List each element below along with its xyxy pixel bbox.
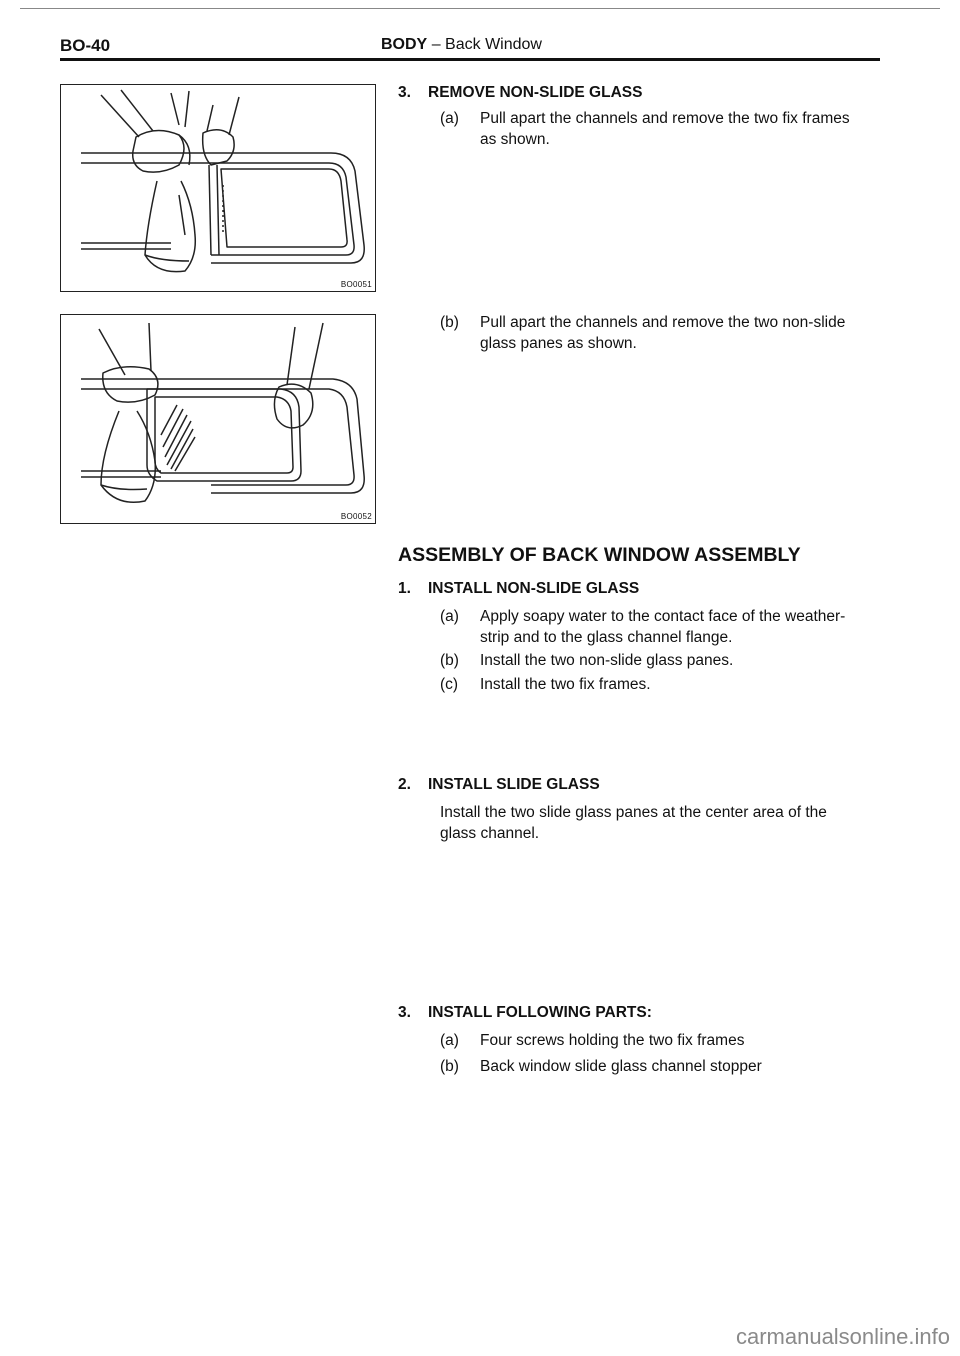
substep-label: (b) (440, 314, 459, 331)
substep-line: Pull apart the channels and remove the two non-slide (480, 314, 846, 331)
step-title-install-non-slide: INSTALL NON-SLIDE GLASS (428, 580, 640, 597)
step-number-install-slide: 2. (398, 776, 411, 793)
header-subsection: Back Window (445, 36, 542, 53)
illustration-non-slide-glass (61, 315, 375, 523)
figure-code: BO0051 (340, 280, 372, 289)
substep-line: strip and to the glass channel flange. (480, 629, 733, 646)
substep-label: (a) (440, 608, 459, 625)
substep-text: Install the two fix frames. (480, 676, 651, 693)
page-code: BO-40 (60, 36, 111, 55)
substep-line: Pull apart the channels and remove the two fix frames (480, 110, 850, 127)
substep-text (480, 606, 900, 648)
figure-code: BO0052 (340, 512, 372, 521)
step-title-remove: REMOVE NON-SLIDE GLASS (428, 84, 643, 101)
illustration-fix-frames (61, 85, 375, 291)
paragraph-line: glass channel. (440, 825, 540, 842)
substep-text (480, 108, 900, 150)
substep-line: as shown. (480, 131, 550, 148)
substep-text: Install the two non-slide glass panes. (480, 652, 734, 669)
step-number-remove: 3. (398, 84, 411, 101)
top-rule (20, 8, 940, 9)
header-rule (60, 58, 880, 61)
page-header-title (381, 36, 542, 54)
figure-remove-fix-frames (60, 84, 376, 292)
substep-text: Four screws holding the two fix frames (480, 1032, 745, 1049)
figure-remove-non-slide-glass (60, 314, 376, 524)
substep-line: Apply soapy water to the contact face of the weather- (480, 608, 846, 625)
substep-label: (c) (440, 676, 459, 693)
step-number-install-parts: 3. (398, 1004, 411, 1021)
watermark: carmanualsonline.info (735, 1324, 950, 1349)
substep-text (480, 312, 900, 354)
substep-label: (b) (440, 1058, 459, 1075)
step-number-install-non-slide: 1. (398, 580, 411, 597)
substep-label: (a) (440, 110, 459, 127)
step-title-install-parts: INSTALL FOLLOWING PARTS: (428, 1004, 652, 1021)
substep-text: Back window slide glass channel stopper (480, 1058, 762, 1075)
substep-label: (a) (440, 1032, 459, 1049)
section-heading: ASSEMBLY OF BACK WINDOW ASSEMBLY (398, 544, 801, 566)
header-section: BODY (381, 36, 428, 53)
paragraph-line: Install the two slide glass panes at the center area of the (440, 804, 827, 821)
step-body-install-slide (440, 802, 885, 844)
substep-label: (b) (440, 652, 459, 669)
step-title-install-slide: INSTALL SLIDE GLASS (428, 776, 600, 793)
substep-line: glass panes as shown. (480, 335, 637, 352)
header-dash: – (431, 36, 441, 53)
